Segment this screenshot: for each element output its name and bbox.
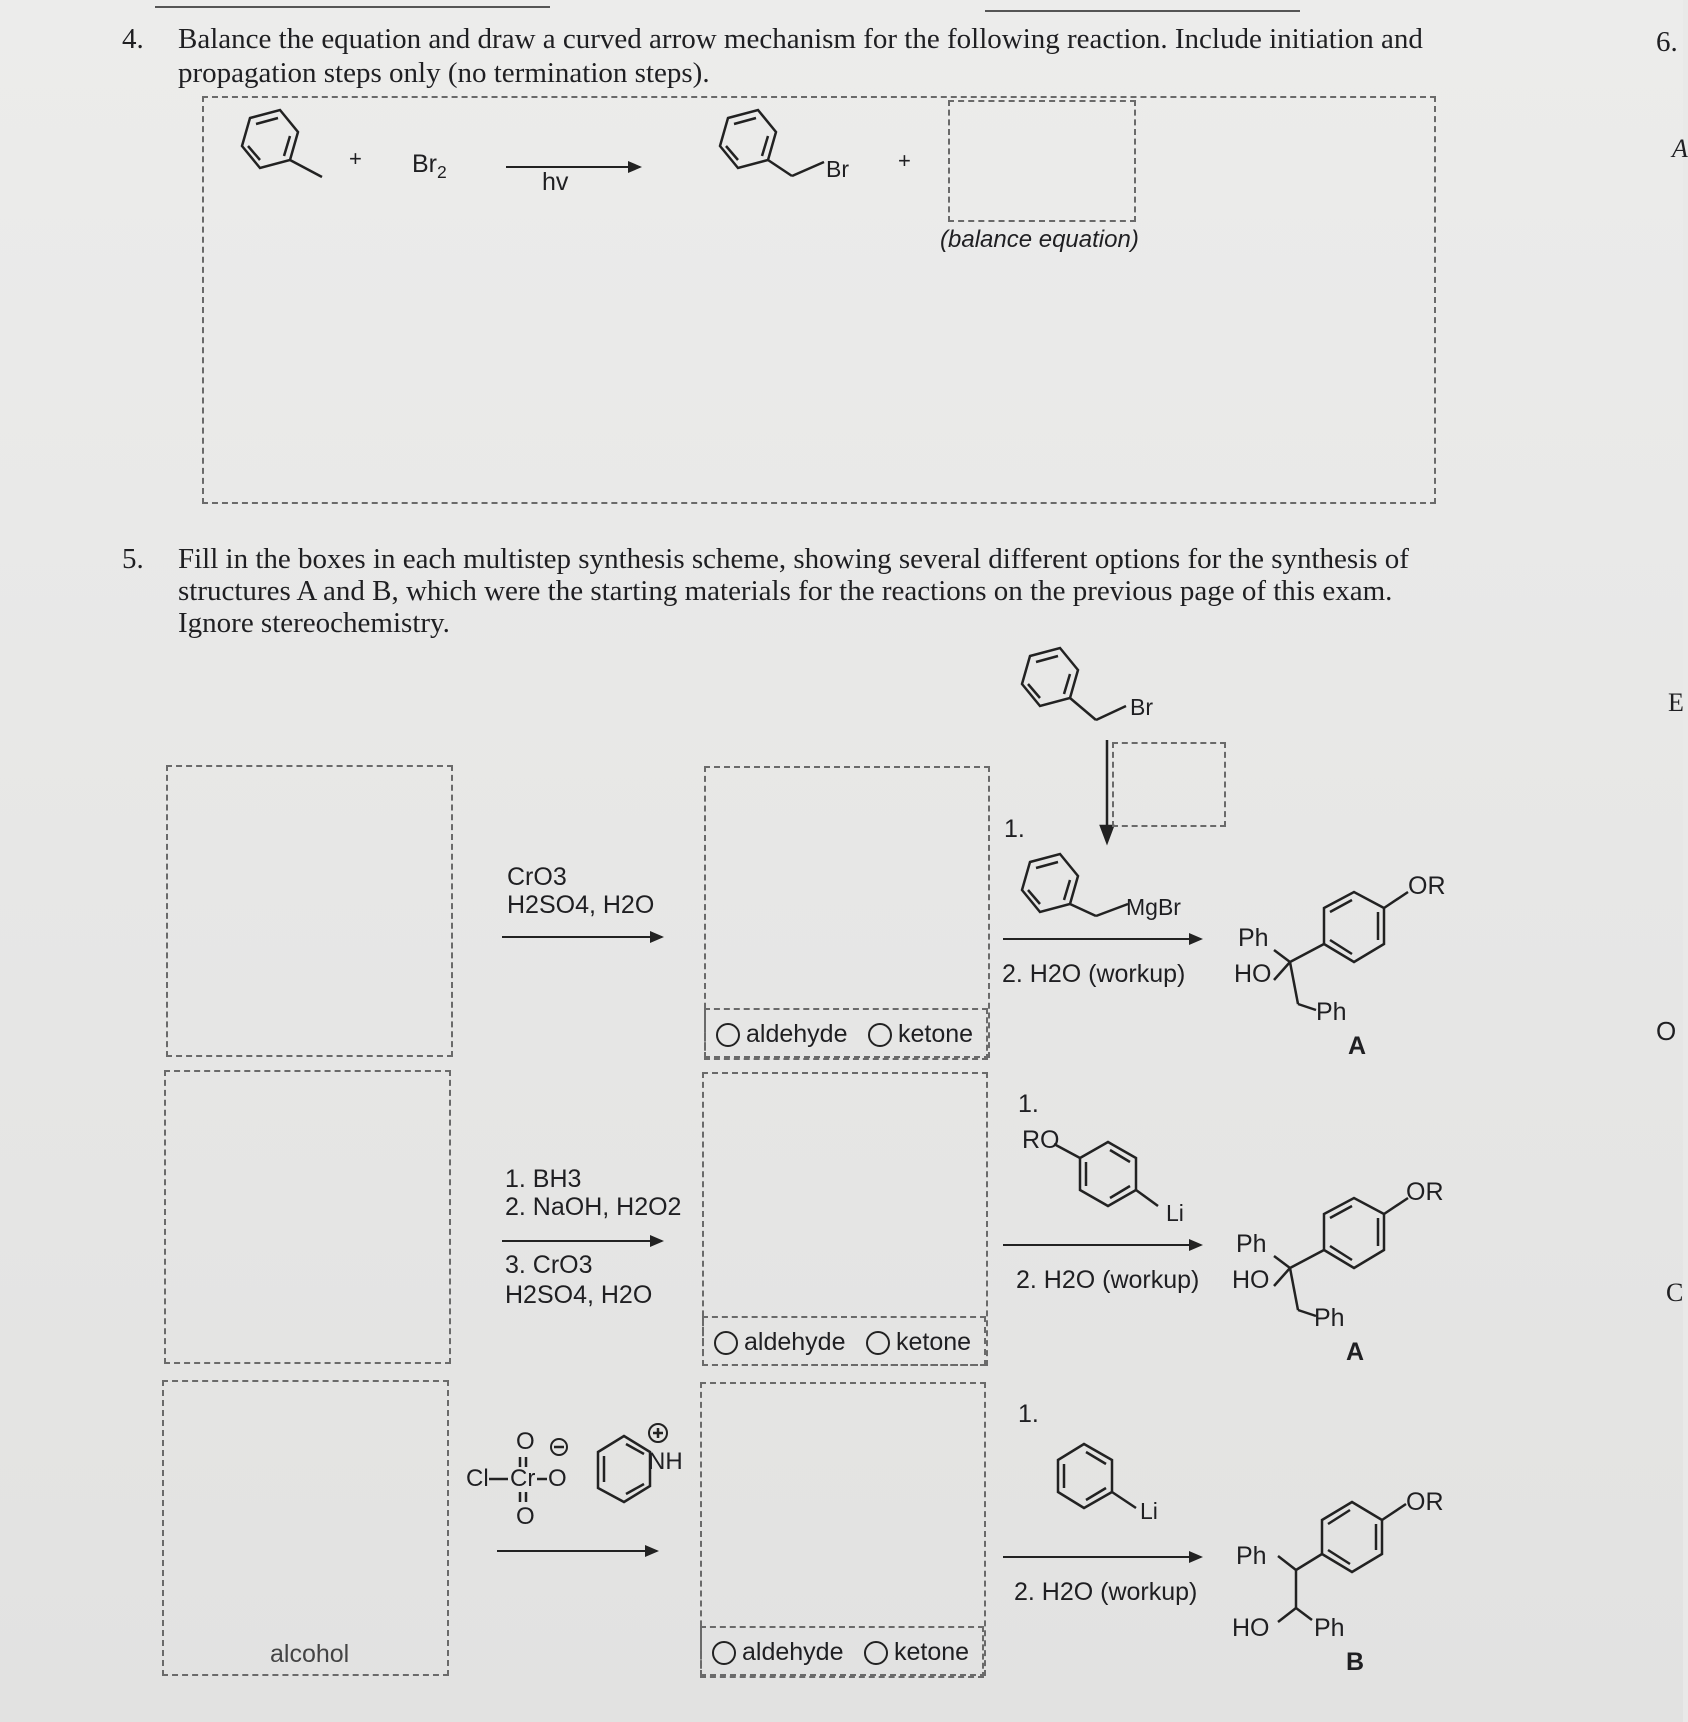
byproduct-answer-box[interactable]	[948, 100, 1136, 222]
magnesium-bromide: MgBr	[1126, 894, 1181, 920]
alkoxy-label: OR	[1408, 872, 1446, 900]
radio-circle[interactable]	[714, 1331, 738, 1355]
step-number: 1.	[1018, 1090, 1039, 1118]
light-condition: hv	[542, 168, 569, 196]
radio-aldehyde[interactable]	[712, 1638, 843, 1667]
edge-fragment: A	[1672, 134, 1688, 163]
hydroxyl-label: HO	[1232, 1614, 1270, 1642]
next-question-number: 6.	[1656, 26, 1678, 58]
reaction-arrow	[506, 166, 640, 168]
alkoxy-label: RO	[1022, 1126, 1060, 1154]
reagent-line	[505, 1192, 681, 1222]
reagent-line	[507, 890, 654, 920]
reaction-arrow	[502, 936, 662, 938]
oxo-label: O	[516, 1428, 535, 1455]
phenyl-label: Ph	[1314, 1614, 1345, 1642]
radio-aldehyde[interactable]	[716, 1020, 847, 1049]
plus-sign: +	[898, 148, 911, 173]
reagent-text: 2. NaOH, H2O2	[505, 1193, 682, 1221]
question-text-line1: Balance the equation and draw a curved arrow mechanism for the following reaction. Include initiation and	[178, 23, 1423, 55]
pcc-bonds	[480, 1430, 580, 1530]
plus-sign: +	[349, 146, 362, 171]
radio-label: ketone	[894, 1638, 970, 1666]
radio-ketone[interactable]	[864, 1638, 969, 1667]
workup-step: 2. H2O (workup)	[1002, 960, 1186, 988]
radio-label: ketone	[898, 1020, 974, 1048]
benzyl-bromide-structure	[1010, 650, 1130, 730]
hydroxyl-label: HO	[1234, 960, 1272, 988]
reagent-text: 3. CrO3	[505, 1251, 593, 1279]
starting-material-box-1[interactable]	[166, 765, 453, 1057]
alkoxy-label: OR	[1406, 1178, 1444, 1206]
reagent-line	[507, 862, 567, 892]
reagent-line	[505, 1164, 581, 1194]
bromine-reagent	[412, 150, 447, 183]
radio-ketone[interactable]	[868, 1020, 973, 1049]
starting-material-box-3[interactable]	[162, 1380, 449, 1676]
reagent-answer-box[interactable]	[1112, 742, 1226, 827]
reaction-arrow	[1003, 1244, 1201, 1246]
radio-circle[interactable]	[712, 1641, 736, 1665]
question-number: 5.	[122, 543, 144, 575]
edge-fragment: O	[1656, 1016, 1677, 1046]
balance-equation-label: (balance equation)	[940, 226, 1139, 253]
top-rule-right	[985, 10, 1300, 12]
radio-circle[interactable]	[868, 1023, 892, 1047]
radio-label: aldehyde	[744, 1328, 846, 1356]
product-bromine: Br	[826, 156, 849, 182]
radio-label: aldehyde	[746, 1020, 848, 1048]
benzyl-grignard-structure	[1010, 856, 1140, 936]
reaction-arrow	[502, 1240, 662, 1242]
chromium-label: Cr	[510, 1465, 536, 1492]
phenyl-label: Ph	[1236, 1230, 1267, 1258]
radio-label: aldehyde	[742, 1638, 844, 1666]
pyridinium-nh: NH	[648, 1448, 683, 1475]
structure-label-a: A	[1346, 1338, 1365, 1366]
top-rule-left	[155, 6, 550, 8]
workup-step: 2. H2O (workup)	[1014, 1578, 1198, 1606]
radio-circle[interactable]	[866, 1331, 890, 1355]
radio-aldehyde[interactable]	[714, 1328, 845, 1357]
reaction-arrow	[1003, 938, 1201, 940]
lithium-label: Li	[1166, 1200, 1184, 1226]
reagent-line	[505, 1250, 593, 1280]
question-text-line2: structures A and B, which were the starting materials for the reactions on the previous page of this exam.	[178, 575, 1393, 607]
question-text-line3: Ignore stereochemistry.	[178, 607, 450, 639]
question-number: 4.	[122, 23, 144, 55]
reagent-text: H2SO4, H2O	[505, 1281, 653, 1309]
question-text-line2: propagation steps only (no termination steps).	[178, 57, 710, 89]
radio-ketone[interactable]	[866, 1328, 971, 1357]
phenyl-label: Ph	[1238, 924, 1269, 952]
edge-fragment: C	[1666, 1278, 1684, 1307]
oxo-label: O	[516, 1503, 535, 1530]
chloride-label: Cl	[466, 1465, 489, 1492]
radio-label: ketone	[896, 1328, 972, 1356]
lithium-label: Li	[1140, 1498, 1158, 1524]
edge-fragment: E	[1668, 688, 1684, 717]
radio-circle[interactable]	[716, 1023, 740, 1047]
reaction-arrow	[497, 1550, 657, 1552]
aryllithium-structure	[1050, 1130, 1170, 1230]
reagent-subscript: 2	[437, 162, 447, 182]
radio-circle[interactable]	[864, 1641, 888, 1665]
reagent-text: CrO3	[507, 863, 567, 891]
starting-material-box-2[interactable]	[164, 1070, 451, 1364]
reagent-symbol: Br	[412, 150, 437, 178]
alkoxy-label: OR	[1406, 1488, 1444, 1516]
structure-label-a: A	[1348, 1032, 1367, 1060]
benzyl-bromide-structure	[708, 112, 828, 192]
step-number: 1.	[1018, 1400, 1039, 1428]
reaction-arrow	[1003, 1556, 1201, 1558]
hydroxyl-label: HO	[1232, 1266, 1270, 1294]
phenyl-label: Ph	[1314, 1304, 1345, 1332]
alcohol-label: alcohol	[270, 1640, 350, 1668]
phenyl-label: Ph	[1316, 998, 1347, 1026]
reagent-text: 1. BH3	[505, 1165, 582, 1193]
structure-label-b: B	[1346, 1648, 1365, 1676]
toluene-structure	[230, 112, 330, 192]
step-number: 1.	[1004, 815, 1025, 843]
question-text-line1: Fill in the boxes in each multistep synthesis scheme, showing several different options for the synthesis of	[178, 543, 1409, 575]
reagent-text: H2SO4, H2O	[507, 891, 655, 919]
phenyl-label: Ph	[1236, 1542, 1267, 1570]
reagent-line	[505, 1280, 652, 1310]
workup-step: 2. H2O (workup)	[1016, 1266, 1200, 1294]
oxide-label: O	[548, 1465, 567, 1492]
bromine-atom: Br	[1130, 694, 1153, 720]
